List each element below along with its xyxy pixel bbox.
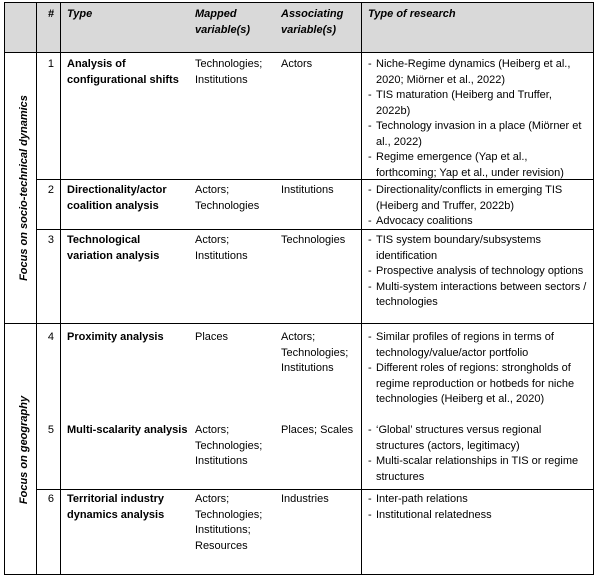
list-item: - Inter-path relations	[368, 492, 588, 508]
table-header	[4, 2, 594, 52]
row-5-research-list	[368, 423, 588, 485]
row-6-type: Territorial industry dynamics analysis	[67, 493, 165, 521]
group-label-socio-technical: Focus on socio-technical dynamics	[18, 95, 30, 281]
row-2-type: Directionality/actor coalition analysis	[67, 184, 167, 212]
row-divider	[36, 229, 594, 230]
row-3-research-list	[368, 233, 588, 311]
list-item: - Multi-scalar relationships in TIS or regime structures	[368, 454, 588, 485]
row-divider	[36, 179, 594, 180]
header-type: Type	[67, 8, 93, 20]
research-types-table	[4, 2, 594, 575]
row-2-research-list	[368, 183, 588, 230]
group-divider	[4, 323, 594, 324]
list-item: - Niche-Regime dynamics (Heiberg et al., 2020; Miörner et al., 2022)	[368, 57, 588, 88]
list-item: - Advocacy coalitions	[368, 214, 588, 230]
row-1-type: Analysis of configurational shifts	[67, 58, 179, 86]
row-3-mapped: Actors; Institutions	[195, 234, 248, 262]
row-2-mapped: Actors; Technologies	[195, 184, 260, 212]
row-1-associating: Actors	[281, 58, 313, 70]
row-3-associating: Technologies	[281, 234, 346, 246]
header-num: #	[47, 8, 54, 20]
row-2-num: 2	[47, 184, 54, 196]
list-item: - Similar profiles of regions in terms of technology/value/actor portfolio	[368, 330, 588, 361]
row-5-mapped: Actors; Technologies; Institutions	[195, 424, 263, 467]
list-item: - Regime emergence (Yap et al., forthcoming; Yap et al., under revision)	[368, 150, 588, 181]
list-item: - Prospective analysis of technology options	[368, 264, 588, 280]
row-2-associating: Institutions	[281, 184, 334, 196]
list-item: - Directionality/conflicts in emerging TIS (Heiberg and Truffer, 2022b)	[368, 183, 588, 214]
row-4-mapped: Places	[195, 331, 229, 343]
list-item: - Multi-system interactions between sectors / technologies	[368, 280, 588, 311]
row-5-num: 5	[47, 424, 54, 436]
row-1-research-list	[368, 57, 588, 181]
list-item: - Different roles of regions: strongholds of regime reproduction or hotbeds for niche technologies (Heiberg et al., 2020)	[368, 361, 588, 408]
column-divider	[60, 2, 61, 575]
row-4-num: 4	[47, 331, 54, 343]
row-3-type: Technological variation analysis	[67, 234, 160, 262]
row-5-type: Multi-scalarity analysis	[67, 424, 188, 436]
row-5-associating: Places; Scales	[281, 424, 354, 436]
row-6-research-list	[368, 492, 588, 523]
table-border-top	[4, 2, 594, 3]
list-item: - Technology invasion in a place (Miörner et al., 2022)	[368, 119, 588, 150]
row-3-num: 3	[47, 234, 54, 246]
row-6-num: 6	[47, 493, 54, 505]
table-border-bottom	[4, 574, 594, 575]
row-4-associating: Actors; Technologies; Institutions	[281, 331, 349, 374]
row-6-mapped: Actors; Technologies; Institutions; Resources	[195, 493, 263, 552]
column-divider	[36, 2, 37, 575]
table-border-left	[4, 2, 5, 575]
row-4-research-list	[368, 330, 588, 408]
row-4-type: Proximity analysis	[67, 331, 164, 343]
header-research: Type of research	[368, 8, 456, 20]
row-1-num: 1	[47, 58, 54, 70]
list-item: - Institutional relatedness	[368, 508, 588, 524]
list-item: - ‘Global’ structures versus regional structures (actors, legitimacy)	[368, 423, 588, 454]
header-associating: Associating variable(s)	[281, 8, 344, 36]
header-divider	[4, 52, 594, 53]
row-divider	[36, 489, 594, 490]
list-item: - TIS maturation (Heiberg and Truffer, 2022b)	[368, 88, 588, 119]
header-mapped: Mapped variable(s)	[195, 8, 251, 36]
column-divider	[361, 2, 362, 575]
row-1-mapped: Technologies; Institutions	[195, 58, 263, 86]
group-label-geography: Focus on geography	[18, 395, 30, 504]
list-item: - TIS system boundary/subsystems identification	[368, 233, 588, 264]
row-6-associating: Industries	[281, 493, 329, 505]
